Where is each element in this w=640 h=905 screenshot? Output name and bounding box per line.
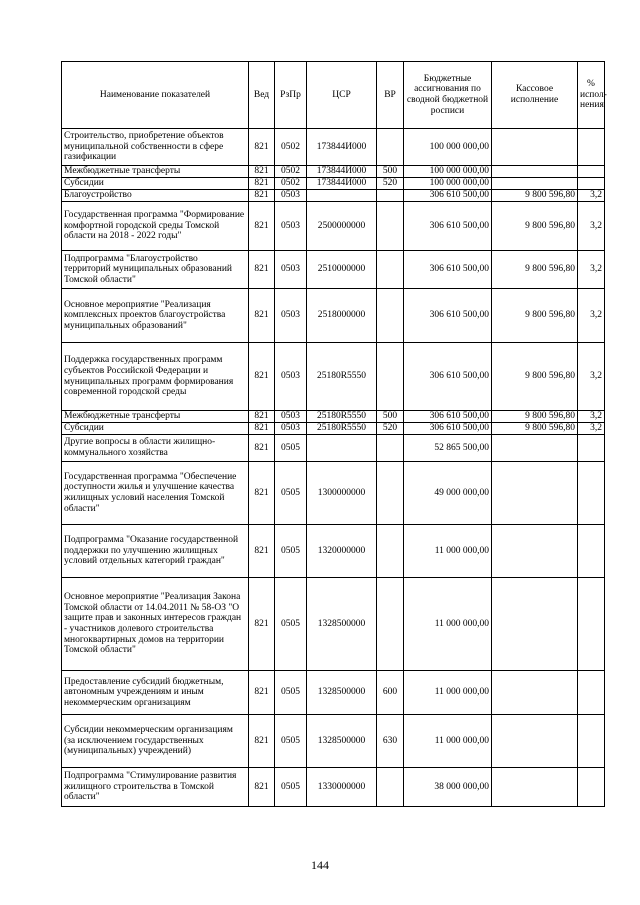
cell-csr: 25180R5550 <box>307 343 377 411</box>
cell-vr <box>377 435 404 462</box>
header-csr: ЦСР <box>307 62 377 129</box>
cell-rzpr: 0503 <box>275 423 307 435</box>
cell-name: Предоставление субсидий бюджетным, автономным учреждениям и иным некоммерческим организациям <box>62 671 249 715</box>
cell-ved: 821 <box>249 462 275 525</box>
cell-ved: 821 <box>249 166 275 178</box>
cell-name: Строительство, приобретение объектов муниципальной собственности в сфере газификации <box>62 129 249 166</box>
cell-name: Межбюджетные трансферты <box>62 166 249 178</box>
cell-vr: 600 <box>377 671 404 715</box>
cell-budget: 306 610 500,00 <box>404 251 492 289</box>
cell-name: Государственная программа "Обеспечение доступности жилья и улучшение качества жилищных условий населения Томской области" <box>62 462 249 525</box>
cell-cash <box>492 435 578 462</box>
cell-pct: 3,2 <box>578 190 605 202</box>
cell-csr: 173844И000 <box>307 178 377 190</box>
cell-ved: 821 <box>249 202 275 251</box>
cell-name: Субсидии <box>62 178 249 190</box>
table-row <box>62 289 605 343</box>
cell-pct: 3,2 <box>578 343 605 411</box>
cell-pct: 3,2 <box>578 251 605 289</box>
cell-rzpr: 0503 <box>275 289 307 343</box>
table-header-row <box>62 62 605 129</box>
cell-budget: 306 610 500,00 <box>404 423 492 435</box>
table-row <box>62 129 605 166</box>
cell-rzpr: 0503 <box>275 251 307 289</box>
cell-budget: 11 000 000,00 <box>404 715 492 768</box>
cell-rzpr: 0503 <box>275 202 307 251</box>
cell-rzpr: 0505 <box>275 671 307 715</box>
cell-rzpr: 0505 <box>275 768 307 807</box>
cell-name: Подпрограмма "Благоустройство территорий муниципальных образований Томской области" <box>62 251 249 289</box>
cell-ved: 821 <box>249 289 275 343</box>
table-row <box>62 190 605 202</box>
cell-name: Подпрограмма "Оказание государственной поддержки по улучшению жилищных условий отдельных категорий граждан" <box>62 525 249 578</box>
cell-budget: 11 000 000,00 <box>404 671 492 715</box>
cell-budget: 11 000 000,00 <box>404 578 492 671</box>
cell-ved: 821 <box>249 715 275 768</box>
cell-cash <box>492 166 578 178</box>
cell-budget: 306 610 500,00 <box>404 411 492 423</box>
cell-cash <box>492 462 578 525</box>
cell-pct: 3,2 <box>578 289 605 343</box>
cell-pct <box>578 166 605 178</box>
cell-rzpr: 0502 <box>275 166 307 178</box>
cell-ved: 821 <box>249 411 275 423</box>
cell-vr <box>377 289 404 343</box>
cell-cash: 9 800 596,80 <box>492 289 578 343</box>
cell-pct <box>578 129 605 166</box>
cell-ved: 821 <box>249 251 275 289</box>
cell-vr <box>377 129 404 166</box>
cell-name: Поддержка государственных программ субъектов Российской Федерации и муниципальных программ формирования современной городской среды <box>62 343 249 411</box>
cell-vr: 630 <box>377 715 404 768</box>
cell-cash <box>492 671 578 715</box>
cell-csr: 1328500000 <box>307 715 377 768</box>
header-budget: Бюджетные ассигнования по сводной бюджетной росписи <box>404 62 492 129</box>
cell-csr: 173844И000 <box>307 166 377 178</box>
cell-rzpr: 0505 <box>275 525 307 578</box>
header-name: Наименование показателей <box>62 62 249 129</box>
cell-ved: 821 <box>249 190 275 202</box>
cell-rzpr: 0505 <box>275 435 307 462</box>
table-row <box>62 251 605 289</box>
cell-vr <box>377 768 404 807</box>
cell-vr <box>377 343 404 411</box>
table-row <box>62 525 605 578</box>
cell-pct: 3,2 <box>578 423 605 435</box>
cell-budget: 52 865 500,00 <box>404 435 492 462</box>
cell-cash <box>492 715 578 768</box>
cell-rzpr: 0505 <box>275 578 307 671</box>
cell-cash: 9 800 596,80 <box>492 343 578 411</box>
cell-csr <box>307 435 377 462</box>
cell-budget: 100 000 000,00 <box>404 178 492 190</box>
cell-name: Другие вопросы в области жилищно-коммунального хозяйства <box>62 435 249 462</box>
cell-cash: 9 800 596,80 <box>492 251 578 289</box>
cell-rzpr: 0505 <box>275 462 307 525</box>
budget-execution-table <box>61 61 605 807</box>
cell-ved: 821 <box>249 435 275 462</box>
cell-rzpr: 0503 <box>275 343 307 411</box>
cell-cash <box>492 525 578 578</box>
cell-ved: 821 <box>249 178 275 190</box>
cell-pct <box>578 462 605 525</box>
table-row <box>62 166 605 178</box>
cell-cash: 9 800 596,80 <box>492 411 578 423</box>
cell-rzpr: 0505 <box>275 715 307 768</box>
cell-budget: 306 610 500,00 <box>404 190 492 202</box>
cell-pct <box>578 525 605 578</box>
cell-csr: 1328500000 <box>307 671 377 715</box>
header-pct: % испол-нения <box>578 62 605 129</box>
cell-name: Подпрограмма "Стимулирование развития жилищного строительства в Томской области" <box>62 768 249 807</box>
table-row <box>62 178 605 190</box>
cell-csr: 1300000000 <box>307 462 377 525</box>
table-body <box>62 129 605 807</box>
cell-cash <box>492 578 578 671</box>
table-row <box>62 202 605 251</box>
header-vr: ВР <box>377 62 404 129</box>
cell-ved: 821 <box>249 578 275 671</box>
table-row <box>62 423 605 435</box>
cell-cash: 9 800 596,80 <box>492 190 578 202</box>
header-rzpr: РзПр <box>275 62 307 129</box>
cell-vr: 520 <box>377 423 404 435</box>
cell-name: Основное мероприятие "Реализация Закона Томской области от 14.04.2011 № 58-ОЗ "О защите прав и законных интересов граждан - участников долевого строительства многоквартирных домов на территории Томской области" <box>62 578 249 671</box>
cell-csr: 25180R5550 <box>307 411 377 423</box>
cell-vr <box>377 251 404 289</box>
cell-budget: 306 610 500,00 <box>404 289 492 343</box>
cell-cash <box>492 178 578 190</box>
cell-cash <box>492 768 578 807</box>
table-row <box>62 343 605 411</box>
cell-csr: 25180R5550 <box>307 423 377 435</box>
table-row <box>62 768 605 807</box>
cell-vr: 520 <box>377 178 404 190</box>
cell-name: Межбюджетные трансферты <box>62 411 249 423</box>
cell-cash: 9 800 596,80 <box>492 202 578 251</box>
cell-ved: 821 <box>249 671 275 715</box>
page-number: 144 <box>311 858 329 872</box>
header-cash: Кассовое исполнение <box>492 62 578 129</box>
cell-pct: 3,2 <box>578 411 605 423</box>
cell-ved: 821 <box>249 423 275 435</box>
cell-vr <box>377 578 404 671</box>
cell-ved: 821 <box>249 525 275 578</box>
cell-name: Субсидии некоммерческим организациям (за исключением государственных (муниципальных) учреждений) <box>62 715 249 768</box>
cell-cash <box>492 129 578 166</box>
cell-budget: 306 610 500,00 <box>404 202 492 251</box>
cell-csr: 1320000000 <box>307 525 377 578</box>
cell-csr: 1330000000 <box>307 768 377 807</box>
cell-vr: 500 <box>377 411 404 423</box>
cell-pct <box>578 768 605 807</box>
table-row <box>62 462 605 525</box>
table-row <box>62 671 605 715</box>
cell-rzpr: 0502 <box>275 129 307 166</box>
cell-pct <box>578 715 605 768</box>
cell-vr <box>377 462 404 525</box>
cell-csr: 2500000000 <box>307 202 377 251</box>
table-row <box>62 411 605 423</box>
cell-vr <box>377 525 404 578</box>
table-row <box>62 578 605 671</box>
table-row <box>62 715 605 768</box>
cell-pct: 3,2 <box>578 202 605 251</box>
cell-rzpr: 0503 <box>275 190 307 202</box>
cell-csr: 2510000000 <box>307 251 377 289</box>
cell-pct <box>578 671 605 715</box>
cell-name: Субсидии <box>62 423 249 435</box>
budget-table-sheet <box>61 61 607 807</box>
header-ved: Вед <box>249 62 275 129</box>
cell-pct <box>578 178 605 190</box>
cell-csr: 1328500000 <box>307 578 377 671</box>
cell-pct <box>578 435 605 462</box>
cell-cash: 9 800 596,80 <box>492 423 578 435</box>
cell-vr <box>377 202 404 251</box>
cell-budget: 11 000 000,00 <box>404 525 492 578</box>
cell-name: Благоустройство <box>62 190 249 202</box>
cell-rzpr: 0503 <box>275 411 307 423</box>
cell-vr <box>377 190 404 202</box>
table-row <box>62 435 605 462</box>
cell-csr <box>307 190 377 202</box>
cell-csr: 173844И000 <box>307 129 377 166</box>
cell-budget: 100 000 000,00 <box>404 166 492 178</box>
cell-budget: 100 000 000,00 <box>404 129 492 166</box>
cell-csr: 2518000000 <box>307 289 377 343</box>
cell-budget: 38 000 000,00 <box>404 768 492 807</box>
cell-name: Основное мероприятие "Реализация комплексных проектов благоустройства муниципальных образований" <box>62 289 249 343</box>
cell-ved: 821 <box>249 343 275 411</box>
cell-ved: 821 <box>249 768 275 807</box>
cell-budget: 306 610 500,00 <box>404 343 492 411</box>
cell-budget: 49 000 000,00 <box>404 462 492 525</box>
cell-vr: 500 <box>377 166 404 178</box>
cell-rzpr: 0502 <box>275 178 307 190</box>
cell-pct <box>578 578 605 671</box>
cell-name: Государственная программа "Формирование комфортной городской среды Томской области на 2018 - 2022 годы" <box>62 202 249 251</box>
cell-ved: 821 <box>249 129 275 166</box>
